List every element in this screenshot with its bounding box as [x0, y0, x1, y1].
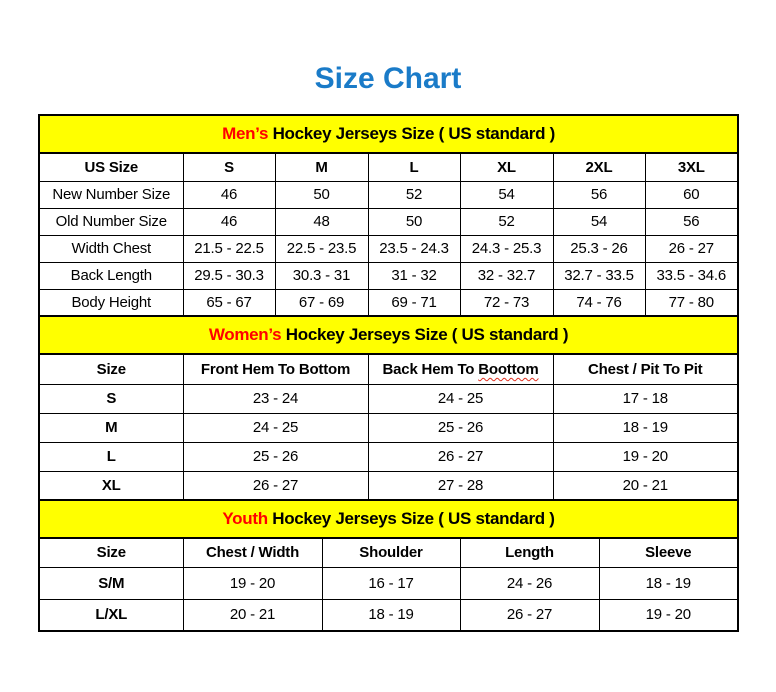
size-value: 16 - 17: [322, 567, 460, 599]
size-value: 56: [553, 181, 645, 208]
mens-band-rest: Hockey Jerseys Size ( US standard ): [268, 124, 555, 143]
column-header: Size: [39, 538, 183, 567]
row-label: XL: [39, 471, 183, 500]
size-value: 31 - 32: [368, 262, 460, 289]
column-header: US Size: [39, 153, 183, 181]
column-header: 2XL: [553, 153, 645, 181]
youth-band-rest: Hockey Jerseys Size ( US standard ): [267, 509, 555, 528]
table-row: [39, 235, 738, 262]
size-value: 26 - 27: [368, 442, 553, 471]
size-value: 24 - 26: [460, 567, 599, 599]
column-header: L: [368, 153, 460, 181]
size-value: 52: [460, 208, 553, 235]
size-value: 72 - 73: [460, 289, 553, 316]
size-value: 50: [368, 208, 460, 235]
table-row: [39, 413, 738, 442]
column-header: Sleeve: [599, 538, 738, 567]
size-value: 19 - 20: [183, 567, 322, 599]
row-label: Body Height: [39, 289, 183, 316]
table-row: [39, 289, 738, 316]
size-value: 30.3 - 31: [275, 262, 368, 289]
column-header: S: [183, 153, 275, 181]
size-value: 32.7 - 33.5: [553, 262, 645, 289]
row-label: Width Chest: [39, 235, 183, 262]
youth-band-title: [39, 500, 738, 538]
size-value: 54: [553, 208, 645, 235]
size-value: 21.5 - 22.5: [183, 235, 275, 262]
size-value: 20 - 21: [183, 599, 322, 631]
column-header: [368, 354, 553, 384]
size-value: 46: [183, 181, 275, 208]
row-label: S: [39, 384, 183, 413]
size-value: 18 - 19: [553, 413, 738, 442]
size-value: 19 - 20: [553, 442, 738, 471]
womens-band-highlight: Women’s: [208, 325, 282, 344]
size-value: 18 - 19: [599, 567, 738, 599]
size-value: 27 - 28: [368, 471, 553, 500]
column-header: XL: [460, 153, 553, 181]
size-value: 33.5 - 34.6: [645, 262, 738, 289]
column-header: Front Hem To Bottom: [183, 354, 368, 384]
row-label: S/M: [39, 567, 183, 599]
mens-band-highlight: Men’s: [222, 124, 269, 143]
size-value: 50: [275, 181, 368, 208]
size-value: 25 - 26: [183, 442, 368, 471]
size-value: 24 - 25: [368, 384, 553, 413]
mens-size-table: [38, 114, 739, 317]
column-header: Length: [460, 538, 599, 567]
size-value: 32 - 32.7: [460, 262, 553, 289]
size-value: 22.5 - 23.5: [275, 235, 368, 262]
table-row: [39, 208, 738, 235]
row-label: L: [39, 442, 183, 471]
row-label: M: [39, 413, 183, 442]
column-header: M: [275, 153, 368, 181]
column-header-prefix: Back Hem To: [382, 360, 479, 378]
row-label: L/XL: [39, 599, 183, 631]
size-value: 26 - 27: [645, 235, 738, 262]
size-value: 24 - 25: [183, 413, 368, 442]
size-chart: [38, 114, 737, 632]
size-value: 67 - 69: [275, 289, 368, 316]
youth-band-row: [39, 500, 738, 538]
size-value: 60: [645, 181, 738, 208]
table-row: [39, 181, 738, 208]
table-row: [39, 599, 738, 631]
size-value: 17 - 18: [553, 384, 738, 413]
size-value: 23.5 - 24.3: [368, 235, 460, 262]
row-label: Back Length: [39, 262, 183, 289]
row-label: Old Number Size: [39, 208, 183, 235]
size-value: 54: [460, 181, 553, 208]
size-value: 19 - 20: [599, 599, 738, 631]
table-row: [39, 471, 738, 500]
size-value: 25.3 - 26: [553, 235, 645, 262]
size-value: 46: [183, 208, 275, 235]
size-value: 26 - 27: [460, 599, 599, 631]
womens-band-row: [39, 316, 738, 354]
misspelled-word: Boottom: [478, 360, 539, 378]
size-value: 23 - 24: [183, 384, 368, 413]
youth-band-highlight: Youth: [222, 509, 268, 528]
size-value: 20 - 21: [553, 471, 738, 500]
column-header: 3XL: [645, 153, 738, 181]
size-value: 69 - 71: [368, 289, 460, 316]
size-value: 52: [368, 181, 460, 208]
size-value: 24.3 - 25.3: [460, 235, 553, 262]
mens-band-title: [39, 115, 738, 153]
youth-size-table: [38, 499, 739, 632]
womens-band-title: [39, 316, 738, 354]
table-row: [39, 262, 738, 289]
table-row: [39, 384, 738, 413]
mens-band-row: [39, 115, 738, 153]
mens-header-row: [39, 153, 738, 181]
size-value: 25 - 26: [368, 413, 553, 442]
womens-header-row: [39, 354, 738, 384]
size-value: 77 - 80: [645, 289, 738, 316]
youth-header-row: [39, 538, 738, 567]
womens-band-rest: Hockey Jerseys Size ( US standard ): [281, 325, 569, 344]
column-header: Shoulder: [322, 538, 460, 567]
table-row: [39, 567, 738, 599]
size-value: 74 - 76: [553, 289, 645, 316]
page-title: Size Chart: [314, 62, 462, 95]
size-value: 56: [645, 208, 738, 235]
size-value: 65 - 67: [183, 289, 275, 316]
size-value: 18 - 19: [322, 599, 460, 631]
row-label: New Number Size: [39, 181, 183, 208]
size-value: 48: [275, 208, 368, 235]
size-value: 29.5 - 30.3: [183, 262, 275, 289]
column-header: Size: [39, 354, 183, 384]
table-row: [39, 442, 738, 471]
size-value: 26 - 27: [183, 471, 368, 500]
column-header: Chest / Pit To Pit: [553, 354, 738, 384]
womens-size-table: [38, 315, 739, 501]
column-header: Chest / Width: [183, 538, 322, 567]
